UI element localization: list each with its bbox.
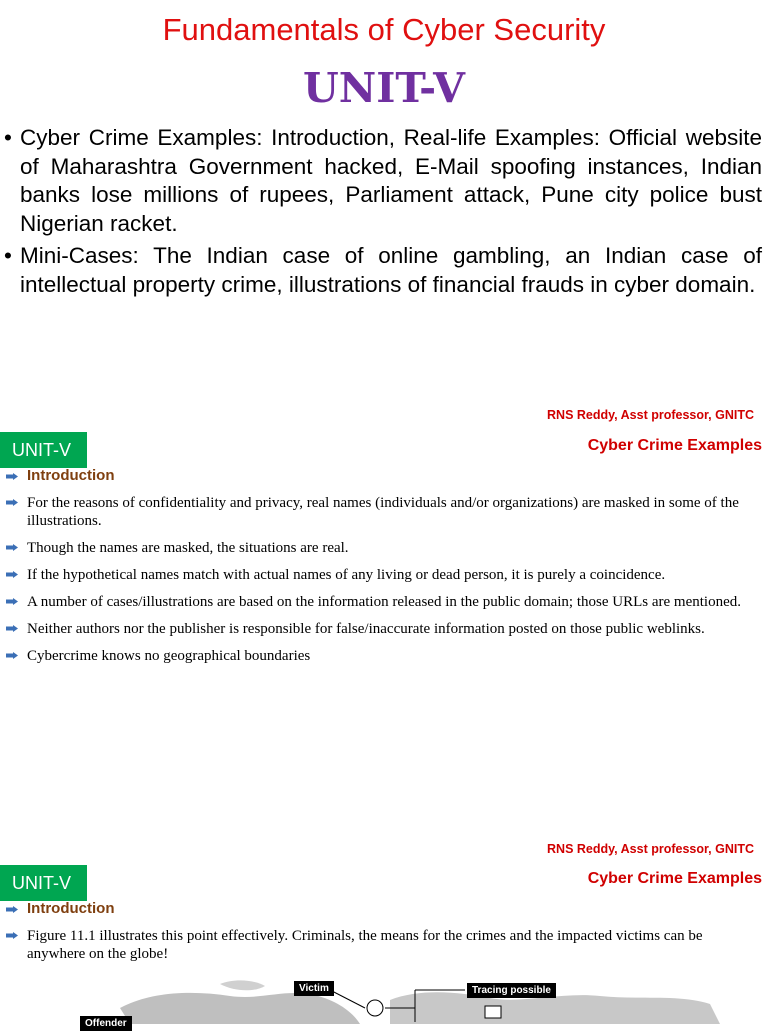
arrow-bullet-icon [6,906,18,913]
arrow-bullet-icon [6,544,18,551]
list-item-text: Cybercrime knows no geographical boundaries [27,648,311,664]
bullet-dot-icon: • [4,243,12,268]
arrow-bullet-icon [6,625,18,632]
list-item [6,566,754,584]
bullet-dot-icon: • [4,125,12,150]
list-item-text: Though the names are masked, the situations are real. [27,540,349,556]
world-map-figure [60,978,760,1024]
slide1-bullet [0,242,762,299]
slide1-bullet [0,124,762,238]
arrow-bullet-icon [6,571,18,578]
figure-label-victim: Victim [294,981,334,996]
arrow-bullet-icon [6,932,18,939]
list-item-text: If the hypothetical names match with actual names of any living or dead person, it is purely a coincidence. [27,567,666,583]
figure-label-tracing: Tracing possible [467,983,556,998]
slide3-list [6,927,754,972]
slide1-bullet-text: Cyber Crime Examples: Introduction, Real-life Examples: Official website of Maharashtra Government hacked, E-Mail spoofing instances, Indian banks lose millions of rupees, Parliament attack, Pune city police bust Nigerian racket. [20,125,762,236]
list-item-text: Neither authors nor the publisher is responsible for false/inaccurate information posted on those public weblinks. [27,621,705,637]
slide3-credit: RNS Reddy, Asst professor, GNITC [547,842,754,856]
slide3-unit-badge: UNIT-V [0,865,87,901]
slide3-section-title: Cyber Crime Examples [587,870,762,887]
list-item [6,927,754,963]
arrow-bullet-icon [6,598,18,605]
list-item [6,539,754,557]
list-item [6,593,754,611]
slide2-section-title: Cyber Crime Examples [587,437,762,454]
slide2-list [6,494,754,674]
list-item [6,494,754,530]
list-item [6,620,754,638]
list-item-text: A number of cases/illustrations are based on the information released in the public domain; those URLs are mentioned. [27,594,741,610]
slide2-credit: RNS Reddy, Asst professor, GNITC [547,408,754,422]
slide2-intro-heading: Introduction [27,467,115,484]
slide1-title: Fundamentals of Cyber Security [162,12,606,47]
arrow-bullet-icon [6,499,18,506]
arrow-bullet-icon [6,652,18,659]
figure-label-offender: Offender [80,1016,132,1031]
list-item [6,647,754,665]
slide3-intro-heading: Introduction [27,900,115,917]
slide1-bullet-text: Mini-Cases: The Indian case of online gambling, an Indian case of intellectual property crime, illustrations of financial frauds in cyber domain. [20,243,762,297]
list-item-text: Figure 11.1 illustrates this point effectively. Criminals, the means for the crimes and the impacted victims can be anywhere on the globe! [27,928,703,962]
arrow-bullet-icon [6,473,18,480]
list-item-text: For the reasons of confidentiality and privacy, real names (individuals and/or organizations) are masked in some of the illustrations. [27,495,739,529]
slide2-unit-badge: UNIT-V [0,432,87,468]
slide1-unit-heading: UNIT-V [303,64,465,112]
